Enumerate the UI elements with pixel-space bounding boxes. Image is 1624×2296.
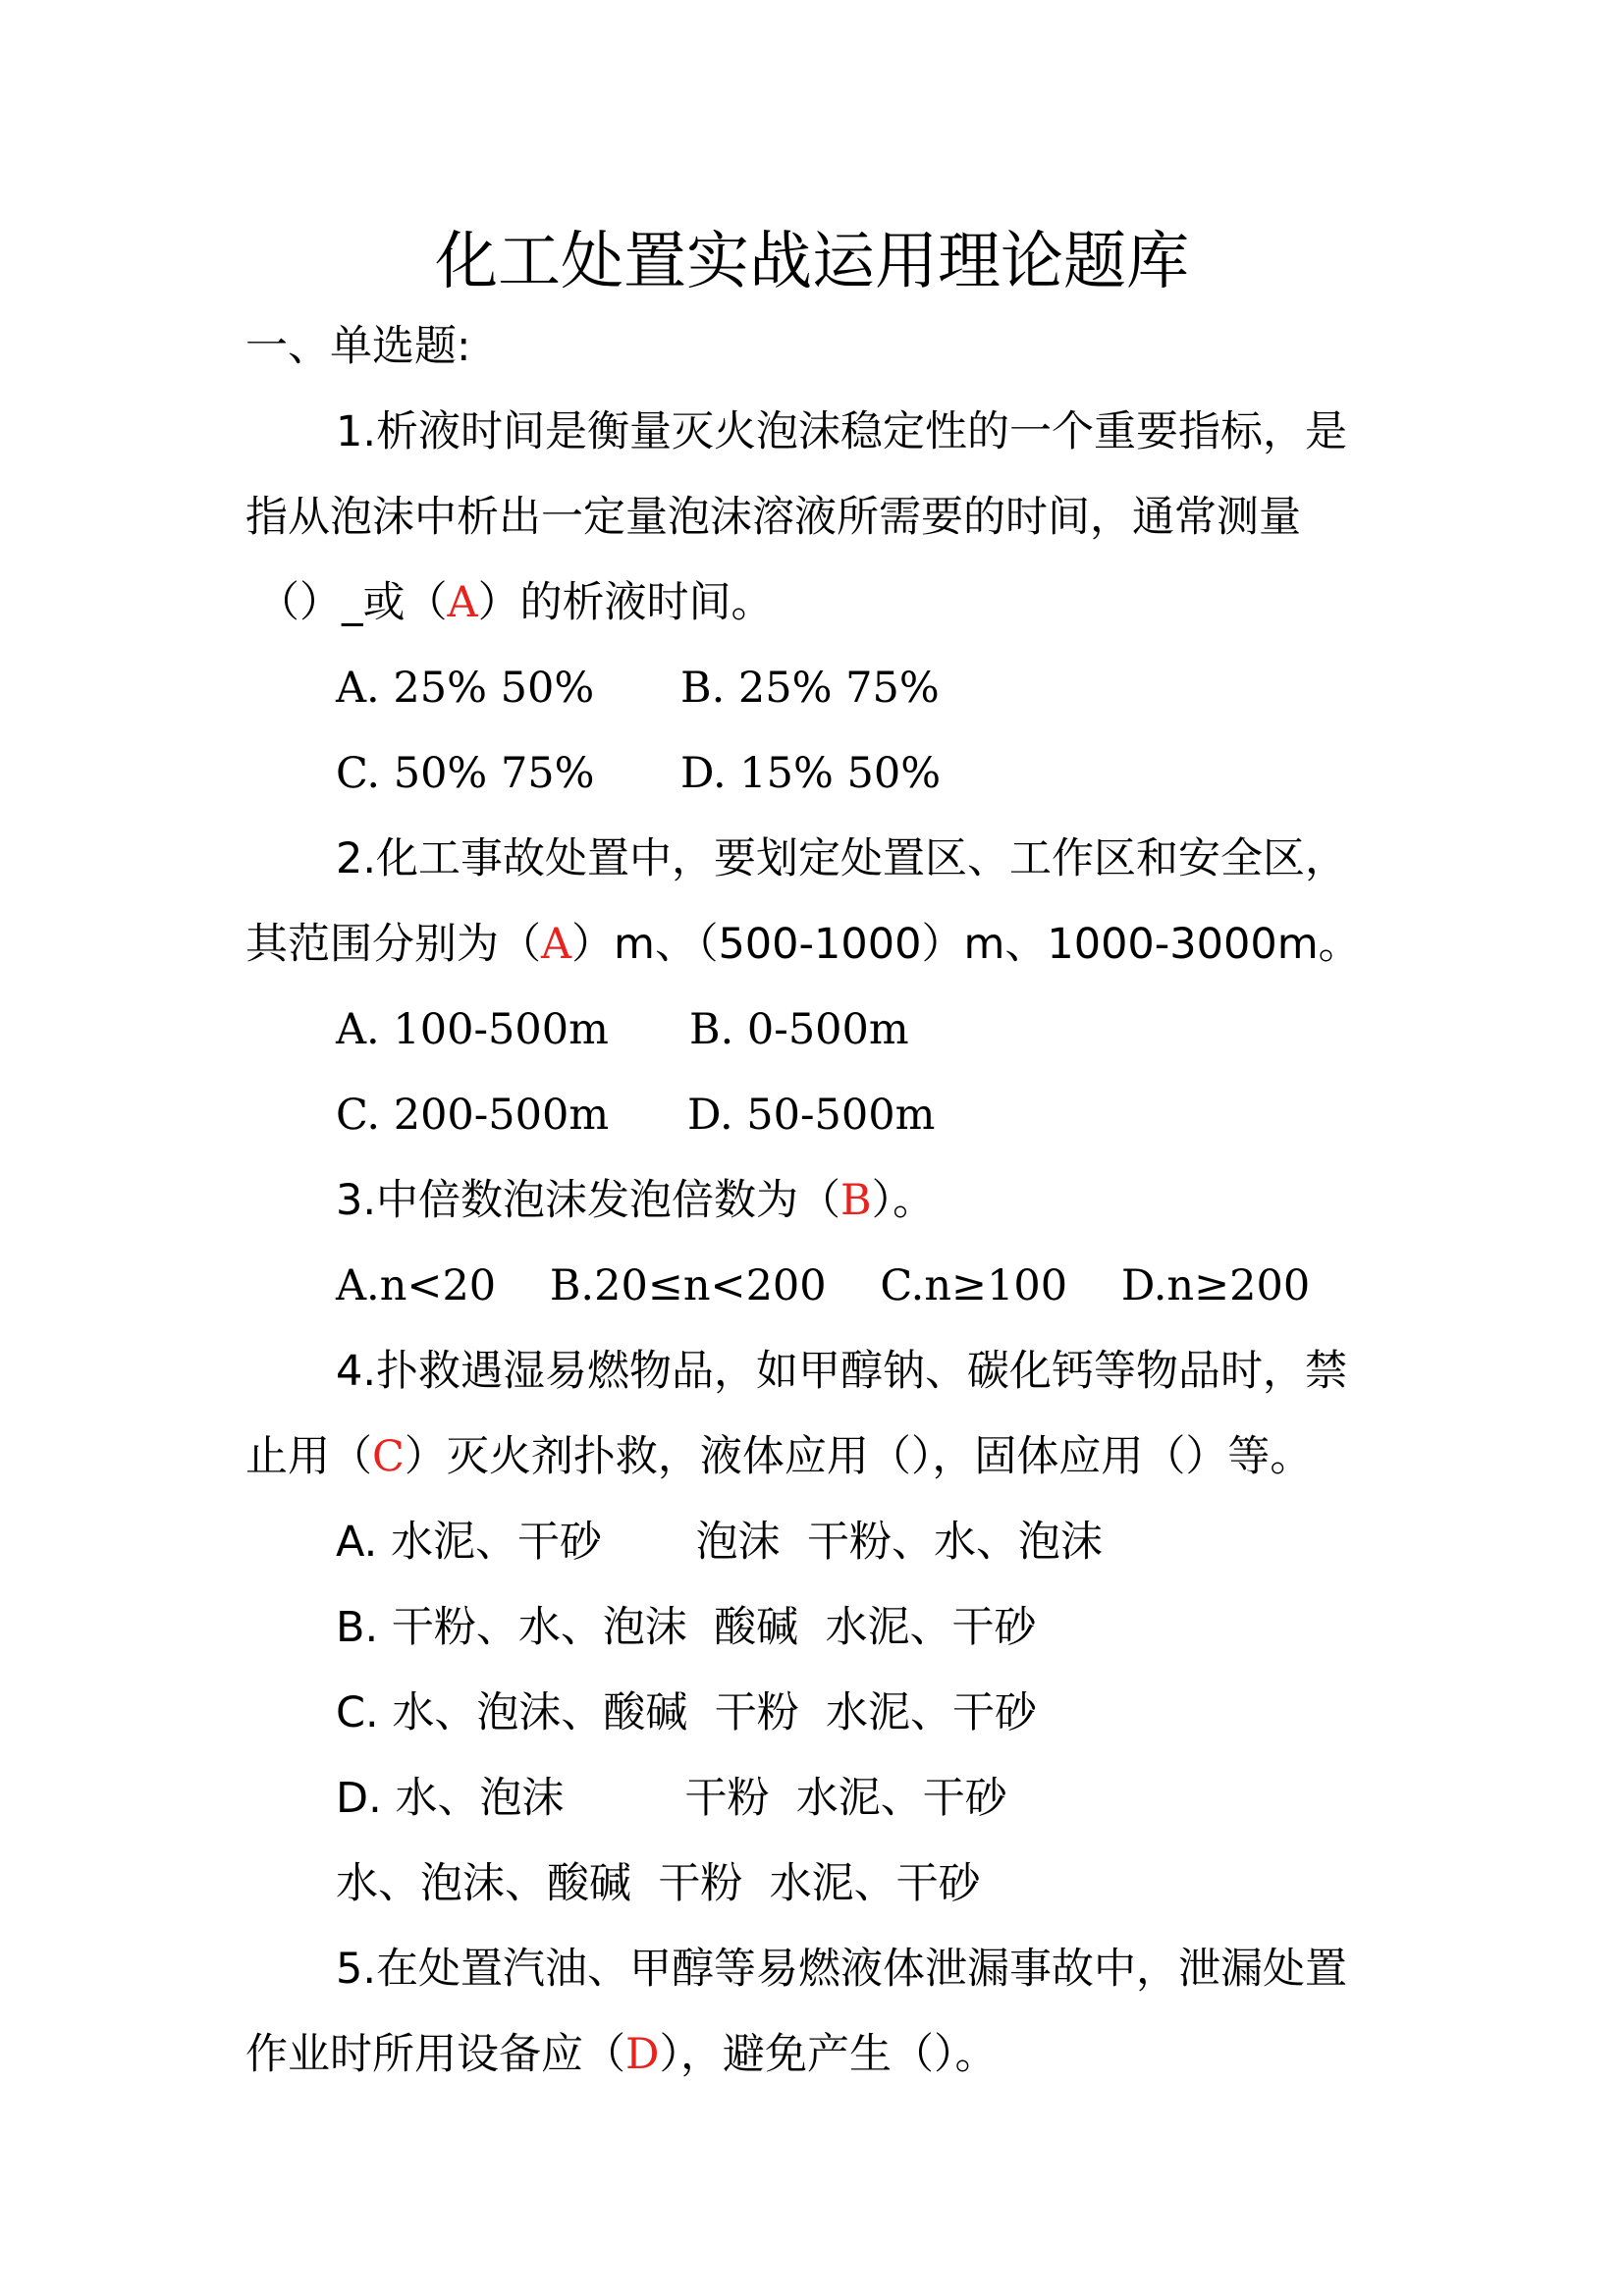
question-text: 其范围分别为（	[245, 920, 541, 969]
question-text: 4.扑救遇湿易燃物品，如甲醇钠、碳化钙等物品时，禁	[336, 1347, 1348, 1396]
answer-letter: A	[447, 578, 478, 627]
question-4-option-a: A. 水泥、干砂 泡沫 干粉、水、泡沫	[336, 1518, 1104, 1567]
question-2-options-row-2	[336, 1086, 936, 1145]
option-a: A. 25% 50%	[336, 664, 595, 713]
option-b: B. 25% 75%	[680, 664, 940, 713]
question-4-line-1	[336, 1342, 1347, 1401]
answer-letter: D	[625, 2030, 660, 2079]
question-text: 5.在处置汽油、甲醇等易燃液体泄漏事故中，泄漏处置	[336, 1945, 1348, 1994]
question-2-line-2	[245, 915, 1361, 974]
question-1-line-3	[257, 573, 774, 632]
question-3-line-1	[336, 1171, 935, 1230]
option-c: C. 200-500m	[336, 1091, 610, 1140]
question-text: 指从泡沫中析出一定量泡沫溶液所需要的时间，通常测量	[245, 493, 1301, 542]
question-4-option-b: B. 干粉、水、泡沫 酸碱 水泥、干砂	[336, 1603, 1037, 1652]
section-heading: 一、单选题:	[245, 322, 471, 371]
question-text: 作业时所用设备应（	[245, 2030, 625, 2079]
question-5-line-1	[336, 1940, 1347, 1999]
question-2-line-1	[336, 829, 1347, 888]
option-d: D. 15% 50%	[680, 749, 942, 798]
question-text: ）灭火剂扑救，液体应用（），固体应用（）等。	[404, 1432, 1313, 1481]
question-5-line-2	[245, 2025, 997, 2084]
question-text: ），避免产生（）。	[659, 2030, 998, 2079]
question-text: ）的析液时间。	[477, 578, 774, 627]
question-4-option-c: C. 水、泡沫、酸碱 干粉 水泥、干砂	[336, 1688, 1038, 1737]
question-text: 3.中倍数泡沫发泡倍数为（	[336, 1176, 841, 1225]
question-1-options-row-1	[336, 659, 940, 718]
question-text: 2.化工事故处置中，要划定处置区、工作区和安全区，	[336, 834, 1348, 883]
question-1-line-2	[245, 488, 1301, 547]
question-4-line-2	[245, 1427, 1312, 1486]
option-a: A. 100-500m	[336, 1005, 609, 1054]
answer-letter: A	[541, 920, 572, 969]
document-title: 化工处置实战运用理论题库	[435, 226, 1189, 298]
question-2-options-row-1	[336, 1000, 909, 1059]
option-b: B. 0-500m	[689, 1005, 909, 1054]
question-text: 止用（	[245, 1432, 372, 1481]
question-text: ）m、（500-1000）m、1000-3000m。	[571, 920, 1361, 969]
question-text: （）_或（	[257, 578, 448, 627]
question-1-line-1	[336, 402, 1347, 461]
option-c: C. 50% 75%	[336, 749, 595, 798]
question-4-option-extra: 水、泡沫、酸碱 干粉 水泥、干砂	[336, 1859, 981, 1908]
question-text: 1.析液时间是衡量灭火泡沫稳定性的一个重要指标，是	[336, 407, 1348, 456]
question-1-options-row-2	[336, 744, 942, 803]
option-d: D. 50-500m	[687, 1091, 936, 1140]
question-4-option-d: D. 水、泡沫 干粉 水泥、干砂	[336, 1774, 1007, 1823]
question-3-options: A.n<20 B.20≤n<200 C.n≥100 D.n≥200	[336, 1261, 1311, 1310]
question-text: ）。	[871, 1176, 936, 1225]
answer-letter: B	[840, 1176, 872, 1225]
answer-letter: C	[372, 1432, 405, 1481]
